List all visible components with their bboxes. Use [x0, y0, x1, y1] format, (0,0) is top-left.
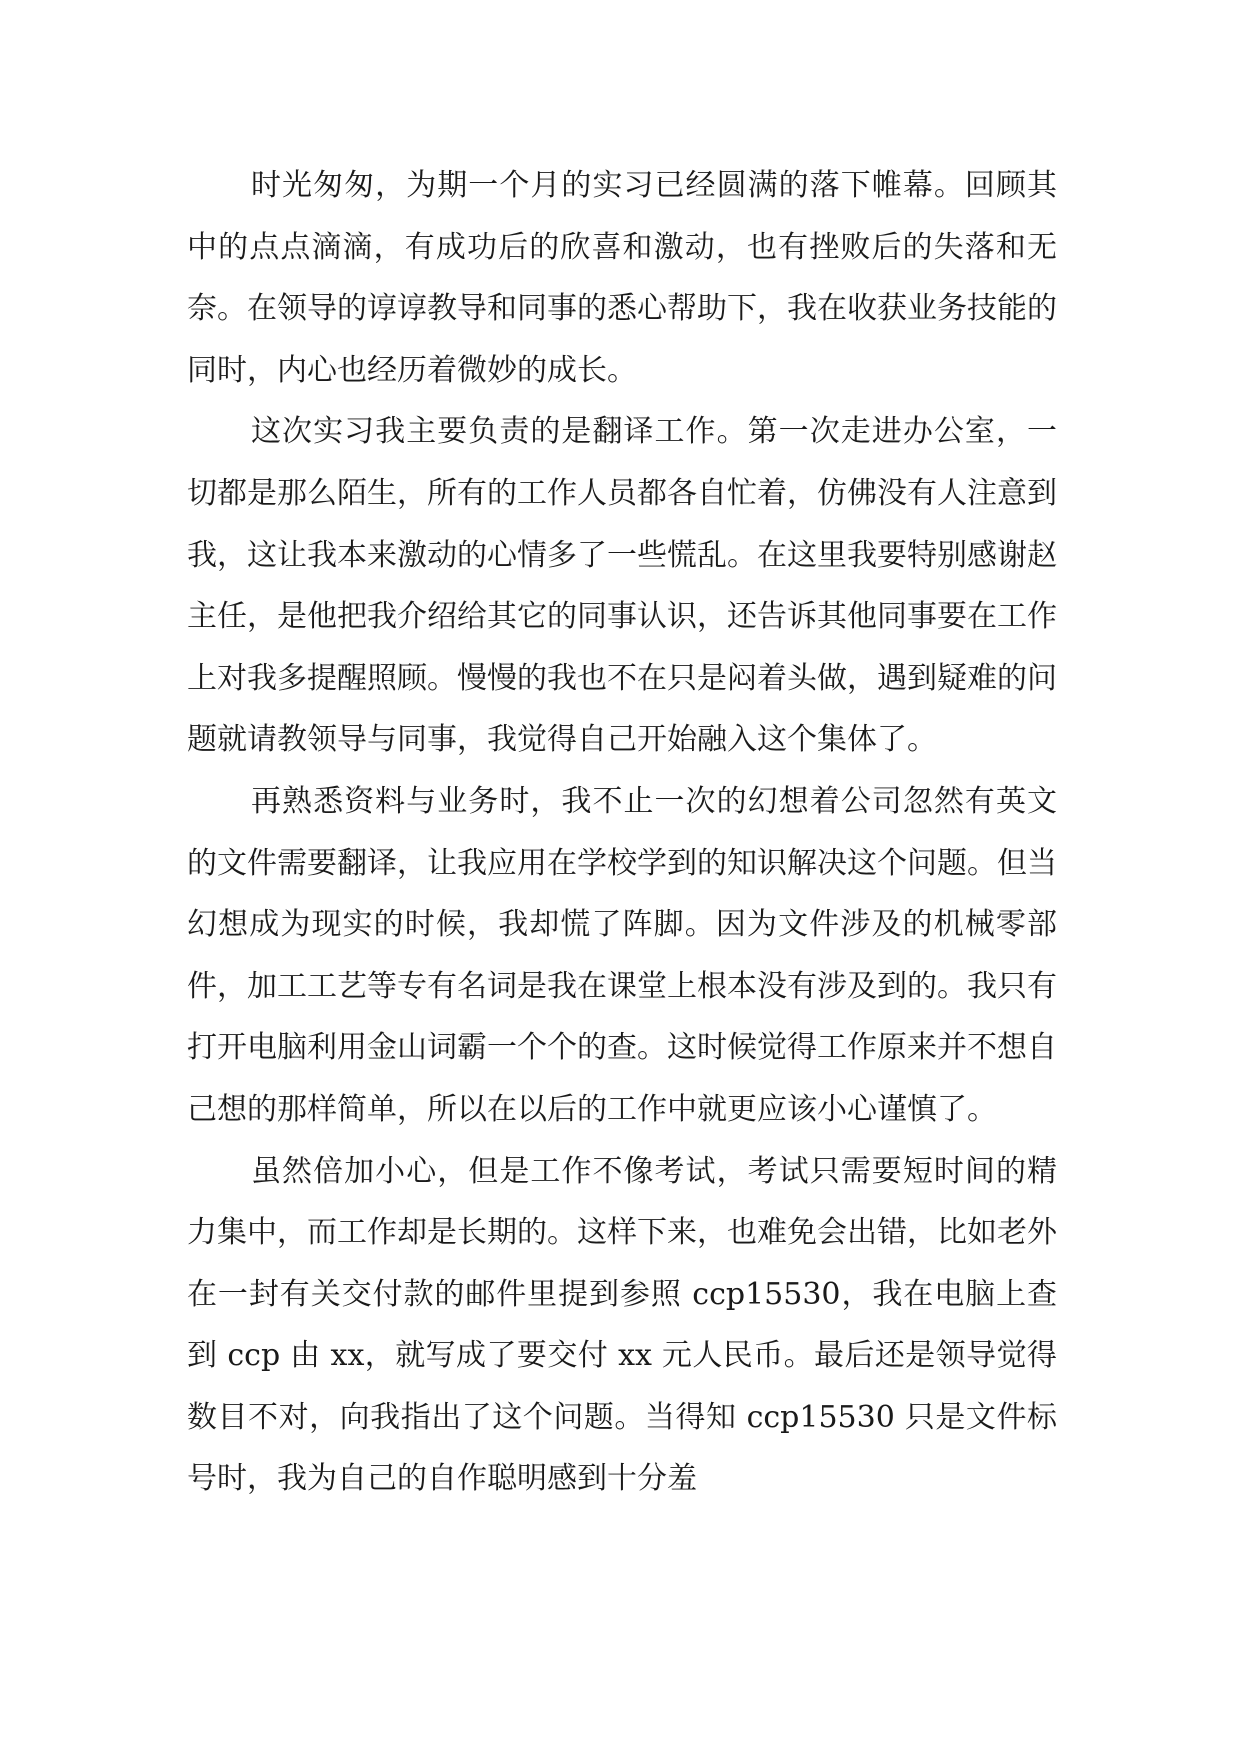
document-body — [187, 155, 1057, 1510]
paragraph-2: 这次实习我主要负责的是翻译工作。第一次走进办公室，一切都是那么陌生，所有的工作人员都各自忙着，仿佛没有人注意到我，这让我本来激动的心情多了一些慌乱。在这里我要特别感谢赵主任，是他把我介绍给其它的同事认识，还告诉其他同事要在工作上对我多提醒照顾。慢慢的我也不在只是闷着头做，遇到疑难的问题就请教领导与同事，我觉得自己开始融入这个集体了。 — [187, 414, 1057, 758]
paragraph-3: 再熟悉资料与业务时，我不止一次的幻想着公司忽然有英文的文件需要翻译，让我应用在学校学到的知识解决这个问题。但当幻想成为现实的时候，我却慌了阵脚。因为文件涉及的机械零部件，加工工艺等专有名词是我在课堂上根本没有涉及到的。我只有打开电脑利用金山词霸一个个的查。这时候觉得工作原来并不想自己想的那样简单，所以在以后的工作中就更应该小心谨慎了。 — [187, 783, 1057, 1127]
paragraph-4: 虽然倍加小心，但是工作不像考试，考试只需要短时间的精力集中，而工作却是长期的。这样下来，也难免会出错，比如老外在一封有关交付款的邮件里提到参照 ccp15530，我在电脑上查到 ccp 由 xx，就写成了要交付 xx 元人民币。最后还是领导觉得数目不对，向我指出了这个问题。当得知 ccp15530 只是文件标号时，我为自己的自作聪明感到十分羞 — [187, 1153, 1057, 1497]
paragraph-1: 时光匆匆，为期一个月的实习已经圆满的落下帷幕。回顾其中的点点滴滴，有成功后的欣喜和激动，也有挫败后的失落和无奈。在领导的谆谆教导和同事的悉心帮助下，我在收获业务技能的同时，内心也经历着微妙的成长。 — [187, 168, 1057, 388]
